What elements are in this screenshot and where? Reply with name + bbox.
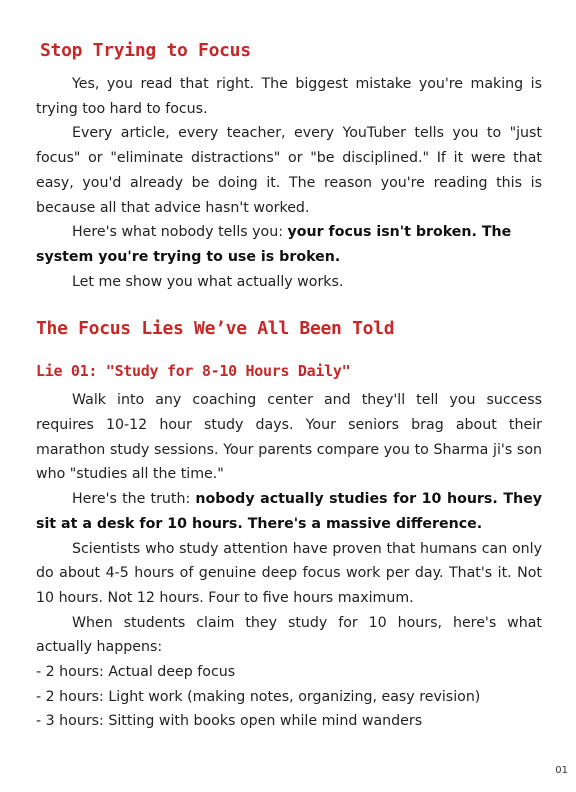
section-heading-focus-lies: The Focus Lies We’ve All Been Told bbox=[36, 318, 395, 340]
paragraph: Let me show you what actually works. bbox=[72, 273, 344, 290]
paragraph bbox=[36, 487, 542, 536]
paragraph: Scientists who study attention have proven that humans can only do about 4-5 hours of genuine deep focus work per day. That's it. Not 10 hours. Not 12 hours. Four to five hours maximum. bbox=[36, 540, 542, 606]
section-heading-stop-trying: Stop Trying to Focus bbox=[40, 40, 251, 61]
subheading-lie-01: Lie 01: "Study for 8-10 Hours Daily" bbox=[36, 362, 351, 381]
page-number: 01 bbox=[555, 765, 568, 776]
paragraph: Every article, every teacher, every YouTuber tells you to "just focus" or "eliminate distractions" or "be disciplined." If it were that easy, you'd already be doing it. The reason you're reading this is because all that advice hasn't worked. bbox=[36, 125, 542, 216]
paragraph: Walk into any coaching center and they'll tell you success requires 10-12 hour study days. Your seniors brag about their marathon study sessions. Your parents compare you to Sharma ji's son who "studies all the time." bbox=[36, 392, 542, 483]
paragraph bbox=[36, 220, 542, 269]
paragraph-text: Here's what nobody tells you: bbox=[72, 224, 288, 241]
paragraph: When students claim they study for 10 hours, here's what actually happens: bbox=[36, 614, 542, 656]
list-item: - 3 hours: Sitting with books open while mind wanders bbox=[36, 713, 423, 730]
paragraph: Yes, you read that right. The biggest mistake you're making is trying too hard to focus. bbox=[36, 76, 542, 117]
list-item: - 2 hours: Actual deep focus bbox=[36, 664, 236, 681]
list-item: - 2 hours: Light work (making notes, organizing, easy revision) bbox=[36, 688, 481, 705]
paragraph-text: Here's the truth: bbox=[72, 491, 196, 508]
paragraph-bold-text: nobody actually studies for 10 hours. They sit at a desk for 10 hours. There's a massive difference. bbox=[36, 491, 542, 532]
paragraph-bold-text: your focus isn't broken. The system you're trying to use is broken. bbox=[36, 224, 512, 265]
page-content bbox=[36, 38, 542, 734]
